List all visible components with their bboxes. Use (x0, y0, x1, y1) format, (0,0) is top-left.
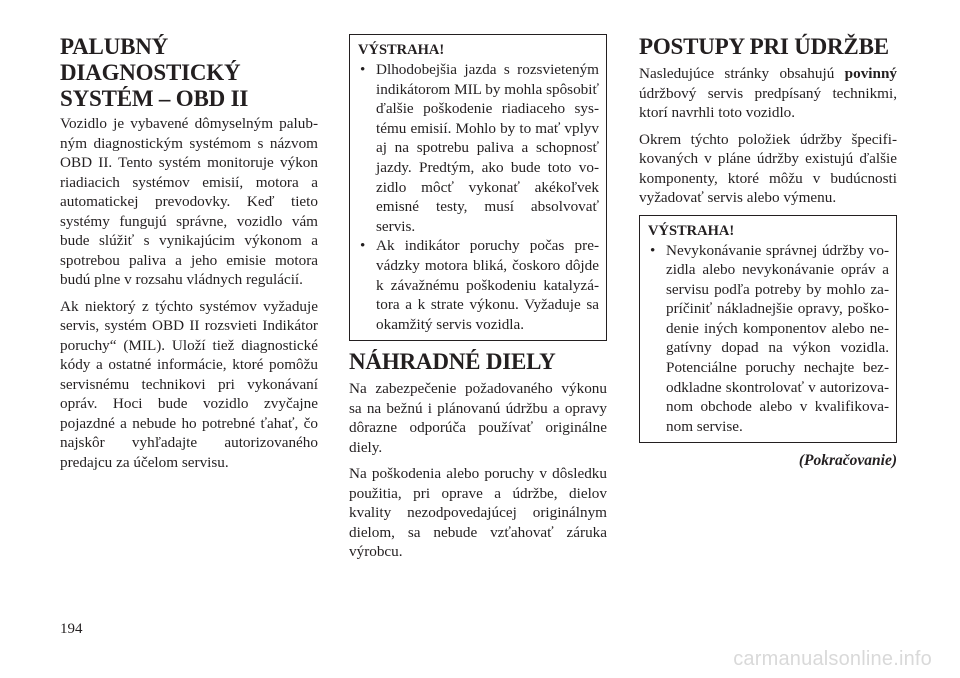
bullet-icon: • (360, 61, 366, 78)
maintenance-p1-bold: povinný (844, 65, 897, 82)
obd-title-line-3: SYSTÉM – OBD II (60, 86, 249, 111)
warning-item-text: Nevykonávanie správnej údržby vozidla alebo nevykonávanie opráv a servisu podľa potreby by mohlo zapríčiniť nákladnejšie opravy, poškodenie iných komponentov alebo negatívny dopad na výkon vozidla. Potenciálne poruchy nechajte bezodkladne skontrolovať v autorizovanom obchode alebo v kvalifikovanom servise. (666, 241, 889, 435)
warning-box-maintenance (639, 215, 897, 444)
warning-list (648, 241, 889, 437)
maintenance-paragraph-1 (639, 64, 897, 123)
bullet-icon: • (360, 237, 366, 255)
obd-paragraph-2: Ak niektorý z týchto systémov vyžaduje servis, systém OBD II rozsvieti Indikátor poruchy“ (MIL). Uloží tiež diagnostické kódy a ostatné informácie, ktoré pomôžu servisnému technikovi pri vykonávaní opráv. Hoci bude vozidlo zvyčajne pojazdné a nebude ho potrebné ťahať, čo najskôr vyhľadajte autorizovaného predajcu za účelom servisu. (60, 297, 318, 471)
watermark: carmanualsonline.info (733, 648, 932, 670)
parts-paragraph-1: Na zabezpečenie požadovaného výkonu sa na bežnú i plánovanú údržbu a opravy dôrazne odporúča používať originálne diely. (349, 380, 607, 456)
obd-section-title (60, 34, 318, 112)
warning-title: VÝSTRAHA! (648, 222, 735, 239)
parts-paragraph-2: Na poškodenia alebo poruchy v dôsledku použitia, pri oprave a údržbe, dielov kvality nezodpovedajúcej originálnym dielom, sa nebude vzťahovať záruka výrobcu. (349, 465, 607, 561)
obd-title-line-1: PALUBNÝ (60, 34, 169, 59)
warning-title: VÝSTRAHA! (358, 42, 445, 58)
parts-section-title: NÁHRADNÉ DIELY (349, 349, 556, 375)
obd-title-line-2: DIAGNOSTICKÝ (60, 60, 241, 85)
maintenance-p1-end: údržbový servis predpísaný technikmi, ktorí navrhli toto vozidlo. (639, 84, 897, 121)
column-left (60, 34, 318, 479)
maintenance-paragraph-2: Okrem týchto položiek údržby špecifikovaných v pláne údržby existujú ďalšie komponenty, ktoré môžu v budúcnosti vyžadovať servis alebo výmenu. (639, 130, 897, 206)
page-number: 194 (60, 621, 83, 637)
column-right (639, 34, 897, 471)
warning-item (648, 241, 889, 437)
warning-item-text: Dlhodobejšia jazda s rozsvieteným indikátorom MIL by mohla spôsobiť ďalšie poškodenie riadiaceho systému emisií. Mohlo by to mať vplyv aj na spotrebu paliva a schopnosť jazdy. Predtým, ako bude toto vozidlo môcť vykonať akékoľvek emisné testy, musí absolvovať servis. (376, 61, 599, 235)
column-middle (349, 34, 607, 569)
warning-item-text: Ak indikátor poruchy počas prevádzky motora bliká, čoskoro dôjde k závažnému poškodeniu katalyzátora a k strate výkonu. Vyžaduje sa okamžitý servis vozidla. (376, 237, 599, 333)
maintenance-p1-start: Nasledujúce stránky obsahujú (639, 65, 845, 82)
continued-label: (Pokračovanie) (798, 452, 897, 470)
warning-item (358, 236, 599, 334)
maintenance-section-title: POSTUPY PRI ÚDRŽBE (639, 34, 889, 59)
warning-box-mil (349, 34, 607, 341)
warning-item (358, 60, 599, 236)
bullet-icon: • (650, 241, 656, 259)
obd-paragraph-1: Vozidlo je vybavené dômyselným palubným diagnostickým systémom s názvom OBD II. Tento systém monitoruje výkon riadiacich systémov emisií, motora a automatickej prevodovky. Keď tieto systémy fungujú správne, vozidlo vám bude slúžiť s vynikajúcim výkonom a spotrebou paliva a jeho emisie motora budú plne v rozsahu vládnych regulácií. (60, 115, 318, 288)
warning-list (358, 60, 599, 334)
